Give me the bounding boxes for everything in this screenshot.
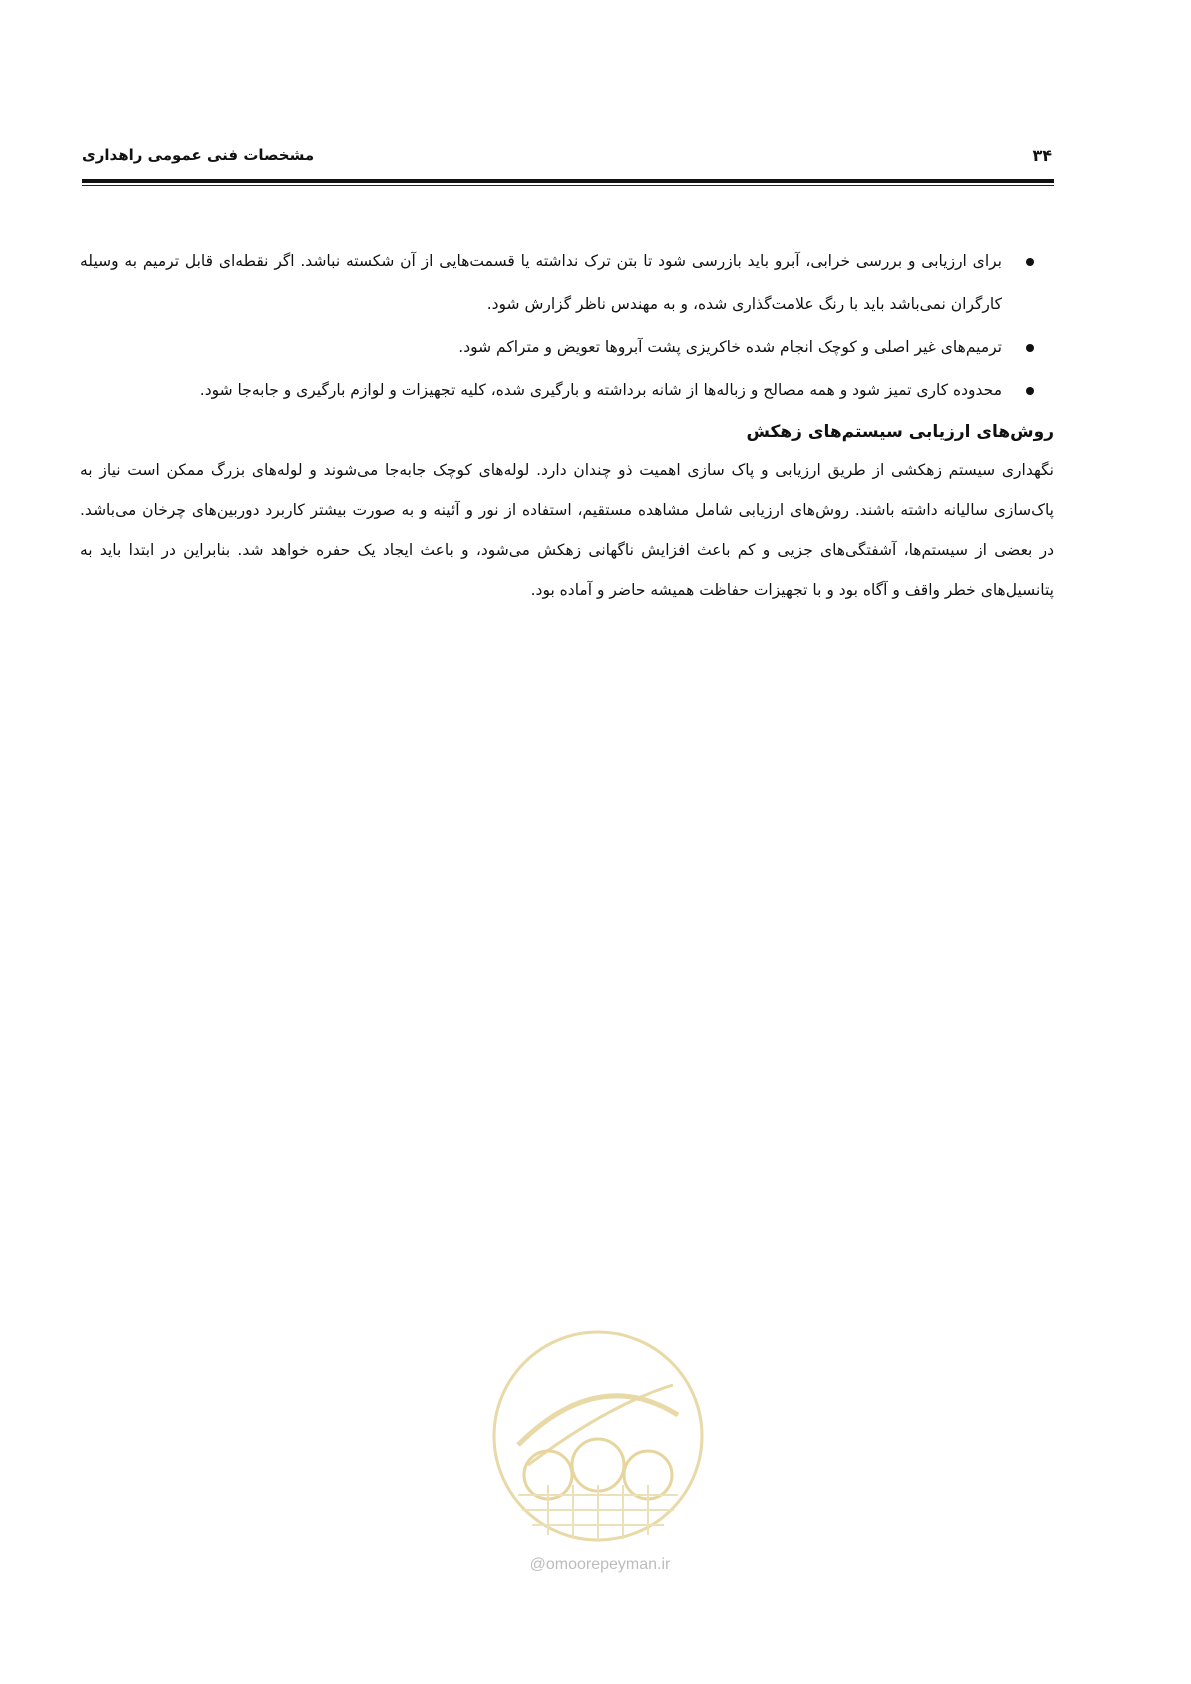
page-content (80, 240, 1054, 610)
bullet-text: محدوده کاری تمیز شود و همه مصالح و زباله‌ها از شانه برداشته و بارگیری شده، کلیه تجهیزات و لوازم بارگیری و جابه‌جا شود. (199, 381, 1002, 399)
section-heading: روش‌های ارزیابی سیستم‌های زهکش (746, 422, 1054, 442)
bullet-item (80, 369, 1054, 412)
page-header (82, 146, 1052, 168)
bullet-item (80, 326, 1054, 369)
bullet-list (80, 240, 1054, 412)
watermark-logo (488, 1325, 708, 1547)
running-header-title: مشخصات فنی عمومی راهداری (82, 146, 315, 164)
bullet-icon (1026, 258, 1034, 266)
watermark-url: @omoorepeyman.ir (529, 1556, 671, 1573)
bullet-icon (1026, 344, 1034, 352)
header-rule-thin (82, 185, 1054, 186)
header-rule-thick (82, 179, 1054, 183)
bullet-text: ترمیم‌های غیر اصلی و کوچک انجام شده خاکریزی پشت آبروها تعویض و متراکم شود. (458, 338, 1002, 356)
bullet-text: برای ارزیابی و بررسی خرابی، آبرو باید بازرسی شود تا بتن ترک نداشته یا قسمت‌هایی از آن شکسته نباشد. اگر نقطه‌ای قابل ترمیم به وسیله کارگران نمی‌باشد باید با رنگ علامت‌گذاری شده، و به مهندس ناظر گزارش شود. (80, 252, 1002, 313)
bullet-item (80, 240, 1054, 326)
body-paragraph: نگهداری سیستم زهکشی از طریق ارزیابی و پاک سازی اهمیت ذو چندان دارد. لوله‌های کوچک جابه‌جا می‌شوند و لوله‌های بزرگ ممکن است نیاز به پاک‌سازی سالیانه داشته باشند. روش‌های ارزیابی شامل مشاهده مستقیم، استفاده از نور و آئینه و به صورت بیشتر کاربرد دوربین‌های چرخان می‌باشد. در بعضی از سیستم‌ها، آشفتگی‌های جزیی و کم باعث افزایش ناگهانی زهکش می‌شود، و باعث ایجاد یک حفره خواهد شد. بنابراین در ابتدا باید به پتانسیل‌های خطر واقف و آگاه بود و با تجهیزات حفاظت همیشه حاضر و آماده بود. (80, 461, 1054, 599)
bullet-icon (1026, 387, 1034, 395)
page-number: ۳۴ (1032, 146, 1052, 165)
